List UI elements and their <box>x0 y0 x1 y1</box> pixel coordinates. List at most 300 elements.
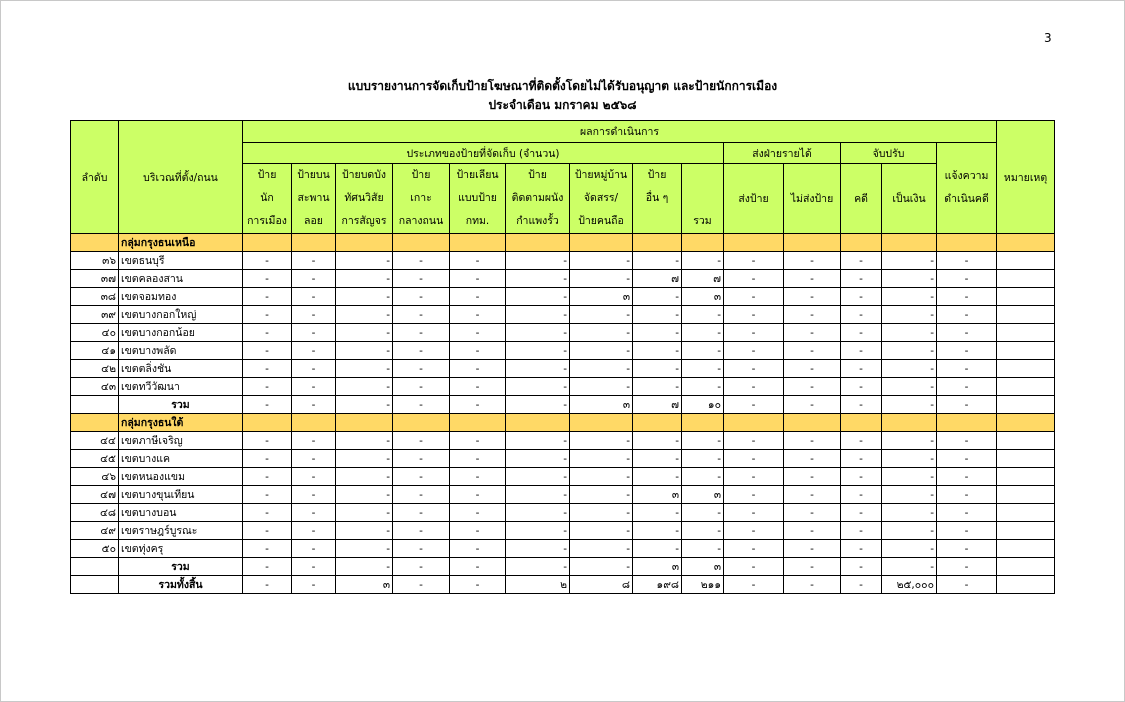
value-cell: - <box>724 468 784 486</box>
group-empty-cell <box>393 414 450 432</box>
seq-cell: ๓๙ <box>71 306 119 324</box>
subtotal-seq-cell <box>71 396 119 414</box>
value-cell: - <box>450 342 506 360</box>
value-cell: - <box>784 576 841 594</box>
value-cell: - <box>292 450 336 468</box>
value-cell: - <box>784 324 841 342</box>
value-cell: - <box>336 522 393 540</box>
seq-cell: ๓๗ <box>71 270 119 288</box>
value-cell: - <box>506 306 570 324</box>
group-empty-cell <box>882 414 937 432</box>
value-cell: - <box>570 558 633 576</box>
value-cell: - <box>882 432 937 450</box>
subtotal-seq-cell <box>71 558 119 576</box>
grand-total-seq-cell <box>71 576 119 594</box>
value-cell: - <box>506 324 570 342</box>
value-cell: - <box>724 432 784 450</box>
report-table <box>70 120 1055 594</box>
value-cell: - <box>937 522 997 540</box>
group-empty-cell <box>997 414 1055 432</box>
table-row <box>71 540 1055 558</box>
value-cell: ๓ <box>336 576 393 594</box>
value-cell: - <box>336 432 393 450</box>
value-cell: - <box>243 360 292 378</box>
group-empty-cell <box>682 234 724 252</box>
value-cell: - <box>841 342 882 360</box>
value-cell: - <box>450 558 506 576</box>
value-cell: - <box>882 504 937 522</box>
value-cell: - <box>506 432 570 450</box>
value-cell: - <box>393 504 450 522</box>
group-seq-cell <box>71 414 119 432</box>
value-cell: - <box>393 270 450 288</box>
value-cell: - <box>336 486 393 504</box>
value-cell: ๓ <box>570 396 633 414</box>
remarks-cell <box>997 432 1055 450</box>
district-name: เขตบางขุนเทียน <box>119 486 243 504</box>
value-cell: - <box>570 270 633 288</box>
value-cell: - <box>633 540 682 558</box>
group-empty-cell <box>724 414 784 432</box>
value-cell: - <box>336 558 393 576</box>
district-name: เขตบางพลัด <box>119 342 243 360</box>
value-cell: - <box>292 252 336 270</box>
value-cell: - <box>784 360 841 378</box>
value-cell: - <box>506 522 570 540</box>
value-cell: - <box>336 468 393 486</box>
value-cell: - <box>633 432 682 450</box>
value-cell: - <box>506 360 570 378</box>
value-cell: - <box>393 342 450 360</box>
value-cell: - <box>841 270 882 288</box>
value-cell: - <box>393 378 450 396</box>
value-cell: ๒ <box>506 576 570 594</box>
group-name: กลุ่มกรุงธนใต้ <box>119 414 243 432</box>
value-cell: - <box>841 396 882 414</box>
value-cell: - <box>937 432 997 450</box>
value-cell: - <box>633 450 682 468</box>
value-cell: - <box>243 378 292 396</box>
value-cell: - <box>570 450 633 468</box>
remarks-cell <box>997 252 1055 270</box>
header-fine-money: เป็นเงิน <box>882 164 937 234</box>
value-cell: ๑๐ <box>682 396 724 414</box>
value-cell: - <box>633 522 682 540</box>
value-cell: - <box>724 324 784 342</box>
group-empty-cell <box>570 234 633 252</box>
value-cell: - <box>243 486 292 504</box>
group-empty-cell <box>336 234 393 252</box>
remarks-cell <box>997 378 1055 396</box>
value-cell: - <box>633 378 682 396</box>
header-sign-types: ประเภทของป้ายที่จัดเก็บ (จำนวน) <box>243 143 724 164</box>
remarks-cell <box>997 540 1055 558</box>
group-empty-cell <box>633 414 682 432</box>
value-cell: - <box>506 252 570 270</box>
value-cell: - <box>336 324 393 342</box>
value-cell: - <box>570 306 633 324</box>
value-cell: ๓ <box>633 558 682 576</box>
value-cell: - <box>336 378 393 396</box>
value-cell: - <box>292 288 336 306</box>
value-cell: - <box>393 486 450 504</box>
value-cell: - <box>393 558 450 576</box>
value-cell: - <box>450 522 506 540</box>
table-row <box>71 270 1055 288</box>
table-row <box>71 504 1055 522</box>
value-cell: - <box>784 468 841 486</box>
value-cell: - <box>841 450 882 468</box>
value-cell: - <box>841 540 882 558</box>
district-name: เขตคลองสาน <box>119 270 243 288</box>
value-cell: - <box>937 306 997 324</box>
group-empty-cell <box>450 234 506 252</box>
table-row <box>71 378 1055 396</box>
value-cell: - <box>292 486 336 504</box>
header-col-total: รวม <box>682 164 724 234</box>
group-header-row <box>71 234 1055 252</box>
value-cell: - <box>784 342 841 360</box>
table-body <box>71 234 1055 594</box>
value-cell: - <box>784 486 841 504</box>
header-revenue-sent: ส่งป้าย <box>724 164 784 234</box>
subtotal-row <box>71 396 1055 414</box>
value-cell: ๗ <box>682 270 724 288</box>
value-cell: - <box>393 450 450 468</box>
grand-total-row <box>71 576 1055 594</box>
value-cell: - <box>292 522 336 540</box>
group-empty-cell <box>784 234 841 252</box>
group-empty-cell <box>633 234 682 252</box>
group-seq-cell <box>71 234 119 252</box>
value-cell: - <box>292 558 336 576</box>
value-cell: - <box>937 540 997 558</box>
value-cell: - <box>784 432 841 450</box>
remarks-cell <box>997 396 1055 414</box>
value-cell: - <box>784 252 841 270</box>
value-cell: - <box>450 504 506 522</box>
value-cell: - <box>882 468 937 486</box>
value-cell: - <box>937 396 997 414</box>
value-cell: - <box>682 450 724 468</box>
value-cell: - <box>393 540 450 558</box>
grand-total-label: รวมทั้งสิ้น <box>119 576 243 594</box>
value-cell: - <box>724 342 784 360</box>
value-cell: - <box>937 288 997 306</box>
value-cell: - <box>682 522 724 540</box>
value-cell: - <box>633 360 682 378</box>
value-cell: - <box>633 252 682 270</box>
value-cell: - <box>724 288 784 306</box>
value-cell: - <box>393 324 450 342</box>
value-cell: - <box>292 270 336 288</box>
value-cell: - <box>724 252 784 270</box>
value-cell: - <box>243 540 292 558</box>
value-cell: - <box>292 360 336 378</box>
group-empty-cell <box>506 414 570 432</box>
value-cell: - <box>784 522 841 540</box>
district-name: เขตราษฎร์บูรณะ <box>119 522 243 540</box>
header-col-bridge: ป้ายบน สะพาน ลอย <box>292 164 336 234</box>
value-cell: - <box>633 504 682 522</box>
value-cell: - <box>292 396 336 414</box>
remarks-cell <box>997 342 1055 360</box>
header-col-politician: ป้าย นัก การเมือง <box>243 164 292 234</box>
value-cell: - <box>784 558 841 576</box>
subtotal-row <box>71 558 1055 576</box>
value-cell: - <box>243 432 292 450</box>
value-cell: - <box>784 504 841 522</box>
value-cell: - <box>243 252 292 270</box>
value-cell: ๓ <box>633 486 682 504</box>
value-cell: - <box>841 306 882 324</box>
value-cell: - <box>937 558 997 576</box>
group-empty-cell <box>450 414 506 432</box>
value-cell: - <box>243 504 292 522</box>
district-name: เขตบางแค <box>119 450 243 468</box>
value-cell: - <box>841 468 882 486</box>
value-cell: - <box>784 378 841 396</box>
value-cell: - <box>393 468 450 486</box>
value-cell: - <box>243 324 292 342</box>
value-cell: - <box>882 378 937 396</box>
value-cell: - <box>633 468 682 486</box>
value-cell: - <box>450 450 506 468</box>
table-row <box>71 252 1055 270</box>
district-name: เขตจอมทอง <box>119 288 243 306</box>
value-cell: - <box>882 270 937 288</box>
value-cell: - <box>292 576 336 594</box>
header-revenue-not-sent: ไม่ส่งป้าย <box>784 164 841 234</box>
table-row <box>71 486 1055 504</box>
value-cell: - <box>393 360 450 378</box>
value-cell: - <box>393 576 450 594</box>
group-empty-cell <box>682 414 724 432</box>
seq-cell: ๔๙ <box>71 522 119 540</box>
header-fine: จับปรับ <box>841 143 937 164</box>
value-cell: - <box>570 432 633 450</box>
value-cell: - <box>682 432 724 450</box>
value-cell: ๓ <box>570 288 633 306</box>
value-cell: - <box>937 468 997 486</box>
page-number: 3 <box>1044 31 1052 45</box>
value-cell: - <box>506 396 570 414</box>
header-col-other: ป้าย อื่น ๆ <box>633 164 682 234</box>
remarks-cell <box>997 288 1055 306</box>
value-cell: - <box>450 252 506 270</box>
value-cell: - <box>724 576 784 594</box>
value-cell: - <box>506 288 570 306</box>
remarks-cell <box>997 360 1055 378</box>
value-cell: - <box>570 522 633 540</box>
remarks-cell <box>997 324 1055 342</box>
value-cell: - <box>393 432 450 450</box>
seq-cell: ๔๘ <box>71 504 119 522</box>
group-empty-cell <box>243 414 292 432</box>
group-empty-cell <box>393 234 450 252</box>
value-cell: - <box>570 486 633 504</box>
value-cell: - <box>336 450 393 468</box>
value-cell: ๓ <box>682 558 724 576</box>
value-cell: - <box>570 342 633 360</box>
value-cell: - <box>724 504 784 522</box>
value-cell: ๓ <box>682 486 724 504</box>
remarks-cell <box>997 450 1055 468</box>
value-cell: - <box>570 252 633 270</box>
value-cell: - <box>682 504 724 522</box>
value-cell: - <box>937 486 997 504</box>
table-row <box>71 432 1055 450</box>
seq-cell: ๔๔ <box>71 432 119 450</box>
value-cell: - <box>682 306 724 324</box>
seq-cell: ๔๒ <box>71 360 119 378</box>
group-empty-cell <box>570 414 633 432</box>
district-name: เขตทวีวัฒนา <box>119 378 243 396</box>
value-cell: - <box>292 342 336 360</box>
value-cell: ๓ <box>682 288 724 306</box>
header-location: บริเวณที่ตั้ง/ถนน <box>119 121 243 234</box>
value-cell: - <box>784 540 841 558</box>
value-cell: - <box>633 324 682 342</box>
value-cell: - <box>841 558 882 576</box>
value-cell: - <box>937 252 997 270</box>
group-empty-cell <box>937 414 997 432</box>
value-cell: - <box>450 288 506 306</box>
value-cell: - <box>450 324 506 342</box>
seq-cell: ๔๗ <box>71 486 119 504</box>
value-cell: - <box>570 378 633 396</box>
value-cell: - <box>450 486 506 504</box>
group-header-row <box>71 414 1055 432</box>
value-cell: - <box>882 558 937 576</box>
group-empty-cell <box>243 234 292 252</box>
value-cell: - <box>243 396 292 414</box>
value-cell: - <box>841 378 882 396</box>
value-cell: - <box>724 378 784 396</box>
group-empty-cell <box>937 234 997 252</box>
value-cell: - <box>784 288 841 306</box>
value-cell: - <box>882 342 937 360</box>
value-cell: - <box>937 360 997 378</box>
seq-cell: ๔๕ <box>71 450 119 468</box>
value-cell: - <box>506 486 570 504</box>
value-cell: - <box>784 270 841 288</box>
district-name: เขตธนบุรี <box>119 252 243 270</box>
value-cell: - <box>724 396 784 414</box>
value-cell: - <box>292 540 336 558</box>
group-empty-cell <box>997 234 1055 252</box>
remarks-cell <box>997 522 1055 540</box>
district-name: เขตทุ่งครุ <box>119 540 243 558</box>
value-cell: - <box>243 270 292 288</box>
value-cell: - <box>506 558 570 576</box>
value-cell: - <box>506 378 570 396</box>
seq-cell: ๔๖ <box>71 468 119 486</box>
value-cell: - <box>682 378 724 396</box>
value-cell: - <box>570 468 633 486</box>
value-cell: - <box>784 306 841 324</box>
header-col-island: ป้าย เกาะ กลางถนน <box>393 164 450 234</box>
value-cell: - <box>570 360 633 378</box>
group-empty-cell <box>336 414 393 432</box>
value-cell: - <box>393 522 450 540</box>
value-cell: - <box>243 522 292 540</box>
value-cell: - <box>724 270 784 288</box>
value-cell: - <box>506 342 570 360</box>
value-cell: - <box>506 504 570 522</box>
value-cell: - <box>450 396 506 414</box>
value-cell: - <box>450 432 506 450</box>
value-cell: - <box>633 342 682 360</box>
value-cell: - <box>633 288 682 306</box>
group-empty-cell <box>784 414 841 432</box>
value-cell: - <box>393 396 450 414</box>
value-cell: - <box>243 306 292 324</box>
seq-cell: ๓๘ <box>71 288 119 306</box>
table-row <box>71 324 1055 342</box>
value-cell: - <box>336 342 393 360</box>
value-cell: - <box>450 378 506 396</box>
value-cell: - <box>393 306 450 324</box>
value-cell: ๘ <box>570 576 633 594</box>
value-cell: - <box>937 504 997 522</box>
value-cell: - <box>882 450 937 468</box>
value-cell: - <box>937 324 997 342</box>
value-cell: - <box>450 468 506 486</box>
table-row <box>71 522 1055 540</box>
value-cell: - <box>682 324 724 342</box>
group-name: กลุ่มกรุงธนเหนือ <box>119 234 243 252</box>
header-remarks: หมายเหตุ <box>997 121 1055 234</box>
remarks-cell <box>997 558 1055 576</box>
group-empty-cell <box>724 234 784 252</box>
remarks-cell <box>997 306 1055 324</box>
header-col-imitation: ป้ายเลียน แบบป้าย กทม. <box>450 164 506 234</box>
value-cell: - <box>724 558 784 576</box>
header-report: แจ้งความ ดำเนินคดี <box>937 143 997 234</box>
value-cell: - <box>841 432 882 450</box>
value-cell: - <box>450 360 506 378</box>
group-empty-cell <box>841 234 882 252</box>
value-cell: - <box>292 324 336 342</box>
value-cell: - <box>937 576 997 594</box>
remarks-cell <box>997 468 1055 486</box>
seq-cell: ๔๐ <box>71 324 119 342</box>
value-cell: - <box>724 360 784 378</box>
value-cell: - <box>450 270 506 288</box>
seq-cell: ๕๐ <box>71 540 119 558</box>
seq-cell: ๔๑ <box>71 342 119 360</box>
header-revenue: ส่งฝ่ายรายได้ <box>724 143 841 164</box>
value-cell: - <box>784 450 841 468</box>
value-cell: - <box>336 396 393 414</box>
value-cell: ๒๕,๐๐๐ <box>882 576 937 594</box>
value-cell: - <box>724 450 784 468</box>
value-cell: - <box>882 306 937 324</box>
value-cell: - <box>570 540 633 558</box>
value-cell: - <box>243 576 292 594</box>
value-cell: - <box>841 504 882 522</box>
header-col-visibility: ป้ายบดบัง ทัศนวิสัย การสัญจร <box>336 164 393 234</box>
value-cell: ๗ <box>633 396 682 414</box>
table-row <box>71 468 1055 486</box>
value-cell: - <box>682 468 724 486</box>
value-cell: - <box>937 270 997 288</box>
value-cell: - <box>882 252 937 270</box>
table-row <box>71 288 1055 306</box>
header-col-wall: ป้าย ติดตามผนัง กำแพงรั้ว <box>506 164 570 234</box>
value-cell: - <box>336 306 393 324</box>
